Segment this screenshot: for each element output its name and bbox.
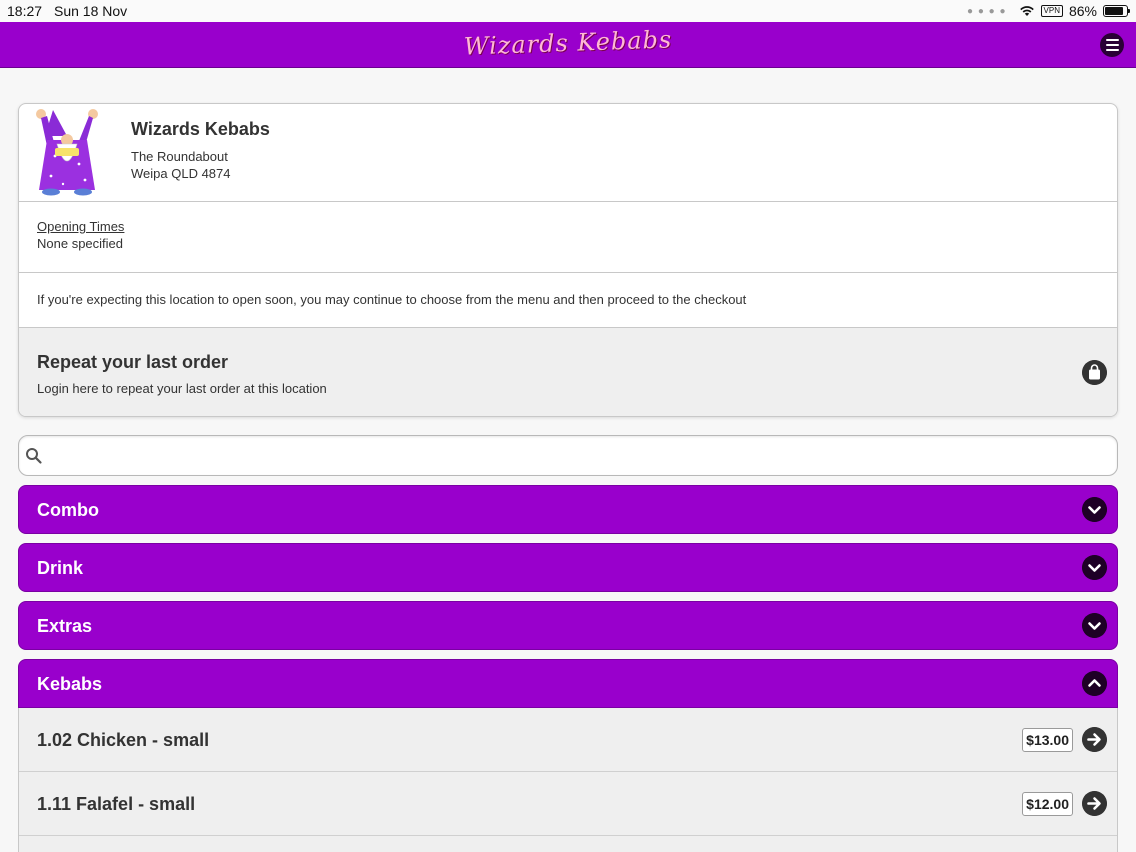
kebabs-item-list	[18, 708, 1118, 852]
repeat-last-order-row[interactable]	[19, 328, 1117, 417]
chevron-down-icon[interactable]	[1082, 497, 1107, 522]
category-combo[interactable]	[18, 485, 1118, 534]
category-label: Combo	[37, 500, 99, 520]
category-drink[interactable]	[18, 543, 1118, 592]
search-input[interactable]	[51, 440, 1111, 471]
store-info-card	[18, 103, 1118, 417]
menu-item-price: $12.00	[1022, 792, 1073, 816]
opening-times-value: None specified	[37, 236, 123, 251]
open-soon-notice: If you're expecting this location to open soon, you may continue to choose from the menu and then proceed to the checkout	[37, 292, 747, 307]
store-name: Wizards Kebabs	[131, 119, 270, 139]
hamburger-menu-icon-bar	[1106, 49, 1119, 51]
vpn-badge: VPN	[1041, 5, 1063, 17]
status-time: 18:27	[7, 3, 43, 19]
menu-item[interactable]	[19, 772, 1117, 836]
wizard-logo-image	[27, 106, 111, 198]
menu-search-box[interactable]	[18, 435, 1118, 476]
multitasking-dots-icon: ● ● ● ●	[967, 5, 1007, 17]
chevron-up-icon[interactable]	[1082, 671, 1107, 696]
hamburger-menu-icon-bar	[1106, 39, 1119, 41]
repeat-order-title: Repeat your last order	[37, 352, 229, 372]
shopping-bag-icon[interactable]	[1082, 360, 1107, 385]
app-header	[0, 22, 1136, 68]
search-icon	[25, 447, 43, 465]
menu-item[interactable]	[19, 708, 1117, 772]
category-label: Drink	[37, 558, 84, 578]
store-address-line2: Weipa QLD 4874	[131, 166, 231, 181]
status-date: Sun 18 Nov	[54, 3, 128, 19]
store-address-line1: The Roundabout	[131, 149, 228, 164]
menu-item-price: $13.00	[1022, 728, 1073, 752]
repeat-order-subtitle: Login here to repeat your last order at this location	[37, 381, 327, 396]
store-details-row	[19, 104, 1117, 202]
category-extras[interactable]	[18, 601, 1118, 650]
opening-times-row	[19, 202, 1117, 273]
opening-times-link[interactable]: Opening Times	[37, 219, 125, 234]
arrow-right-icon[interactable]	[1082, 791, 1107, 816]
category-label: Kebabs	[37, 674, 103, 694]
category-kebabs[interactable]	[18, 659, 1118, 708]
open-soon-notice-row	[19, 273, 1117, 328]
menu-item-name: 1.11 Falafel - small	[37, 794, 196, 814]
battery-percent: 86%	[1068, 3, 1097, 19]
hamburger-menu-icon-bar	[1106, 44, 1119, 46]
hamburger-menu-button[interactable]	[1100, 33, 1124, 57]
chevron-down-icon[interactable]	[1082, 613, 1107, 638]
category-label: Extras	[37, 616, 93, 636]
brand-logo-text[interactable]: Wizards Kebabs	[463, 25, 673, 61]
menu-item-name: 1.02 Chicken - small	[37, 730, 210, 750]
chevron-down-icon[interactable]	[1082, 555, 1107, 580]
arrow-right-icon[interactable]	[1082, 727, 1107, 752]
